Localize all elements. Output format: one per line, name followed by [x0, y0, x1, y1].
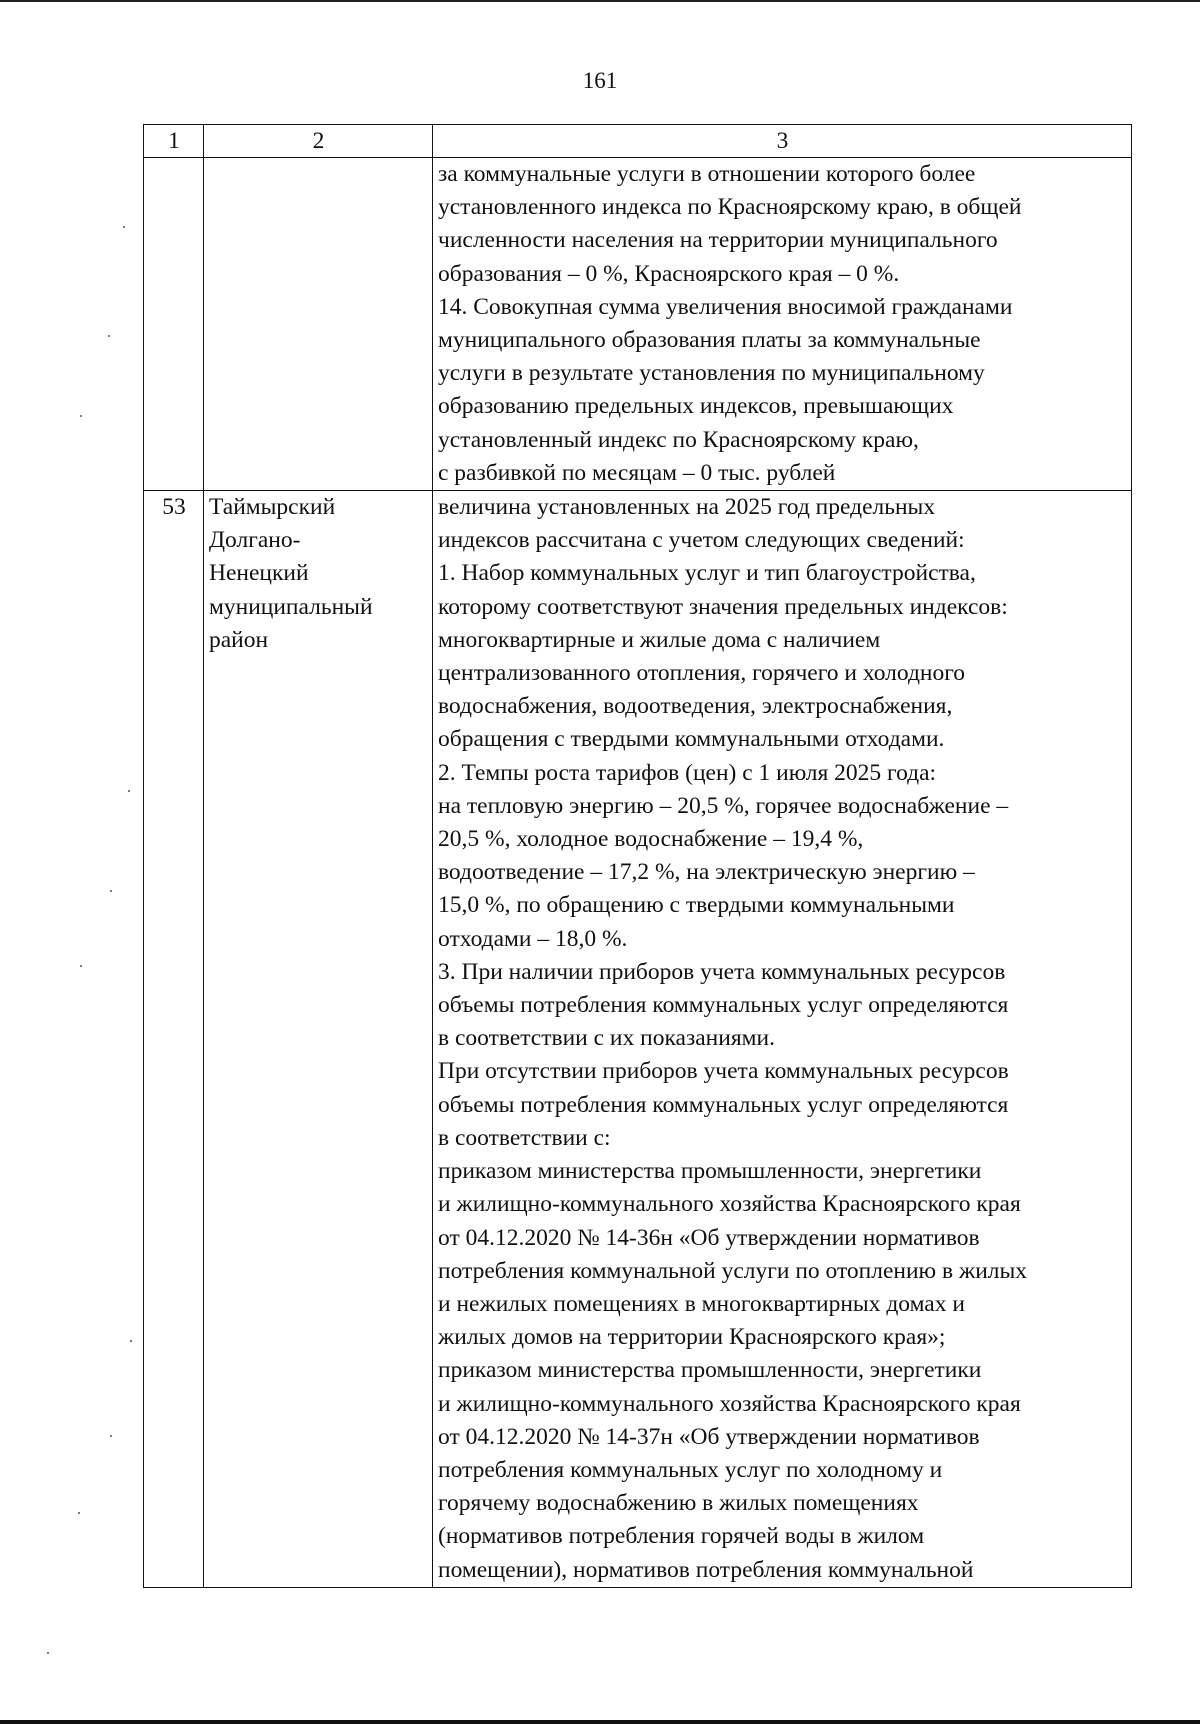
scan-speck — [123, 226, 125, 228]
text-line: образованию предельных индексов, превышающих — [438, 393, 954, 420]
text-line: и нежилых помещениях в многоквартирных домах и — [438, 1290, 965, 1317]
text-line: 14. Совокупная сумма увеличения вносимой гражданами — [438, 293, 1013, 320]
text-line: помещении), нормативов потребления коммунальной — [438, 1556, 974, 1583]
text-line: от 04.12.2020 № 14-37н «Об утверждении нормативов — [438, 1423, 980, 1450]
text-line: потребления коммунальных услуг по холодному и — [438, 1456, 943, 1483]
text-line: приказом министерства промышленности, энергетики — [438, 1158, 982, 1185]
text-line: район — [209, 626, 269, 653]
text-line: объемы потребления коммунальных услуг определяются — [438, 1091, 1009, 1118]
text-line: и жилищно-коммунального хозяйства Красноярского края — [438, 1191, 1021, 1218]
text-line: муниципального образования платы за коммунальные — [438, 327, 981, 354]
scan-speck — [110, 1435, 112, 1437]
text-line: приказом министерства промышленности, энергетики — [438, 1357, 982, 1384]
text-line: обращения с твердыми коммунальными отходами. — [438, 726, 945, 753]
document-table — [143, 124, 1132, 1588]
text-line: образования – 0 %, Красноярского края – 0 %. — [438, 260, 900, 287]
text-line: величина установленных на 2025 год предельных — [438, 494, 936, 521]
scan-top-edge — [0, 0, 1200, 2]
scan-bottom-edge — [0, 1720, 1200, 1724]
text-line: установленный индекс по Красноярскому краю, — [438, 426, 919, 453]
text-line: водоотведение – 17,2 %, на электрическую энергию – — [438, 859, 975, 886]
text-line: услуги в результате установления по муниципальному — [438, 360, 985, 387]
text-line: которому соответствуют значения предельных индексов: — [438, 593, 1008, 620]
text-line: жилых домов на территории Красноярского края»; — [438, 1324, 946, 1351]
scan-speck — [110, 890, 112, 892]
text-line: за коммунальные услуги в отношении которого более — [438, 161, 976, 187]
municipality-name — [204, 158, 433, 491]
text-line: Таймырский — [209, 494, 336, 521]
text-line: 20,5 %, холодное водоснабжение – 19,4 %, — [438, 826, 864, 853]
text-line: муниципальный — [209, 593, 373, 620]
text-line: централизованного отопления, горячего и холодного — [438, 660, 966, 687]
scan-speck — [128, 790, 130, 792]
text-line: 15,0 %, по обращению с твердыми коммунальными — [438, 892, 955, 919]
text-line: Долгано- — [209, 527, 301, 554]
page-number: 161 — [582, 68, 618, 93]
text-line: многоквартирные и жилые дома с наличием — [438, 626, 881, 653]
text-line: на тепловую энергию – 20,5 %, горячее водоснабжение – — [438, 792, 1009, 819]
text-line: установленного индекса по Красноярскому краю, в общей — [438, 194, 1022, 221]
table-row — [144, 158, 1132, 491]
text-line: в соответствии с их показаниями. — [438, 1025, 775, 1052]
header-col-3: 3 — [433, 125, 1132, 158]
text-line: При отсутствии приборов учета коммунальных ресурсов — [438, 1058, 1009, 1085]
scan-speck — [80, 415, 82, 417]
scan-speck — [78, 1512, 80, 1514]
row-description — [433, 491, 1132, 1588]
text-line: 3. При наличии приборов учета коммунальных ресурсов — [438, 958, 1006, 985]
header-col-2: 2 — [204, 125, 433, 158]
text-line: потребления коммунальной услуги по отоплению в жилых — [438, 1257, 1028, 1284]
text-line: и жилищно-коммунального хозяйства Красноярского края — [438, 1390, 1021, 1417]
text-line: численности населения на территории муниципального — [438, 227, 998, 254]
scan-speck — [108, 335, 110, 337]
text-line: Ненецкий — [209, 560, 309, 587]
header-col-1: 1 — [144, 125, 204, 158]
row-description — [433, 158, 1132, 491]
text-line: в соответствии с: — [438, 1124, 611, 1151]
text-line: водоснабжения, водоотведения, электроснабжения, — [438, 693, 953, 720]
scan-speck — [47, 1652, 49, 1654]
text-line: 2. Темпы роста тарифов (цен) с 1 июля 2025 года: — [438, 759, 937, 786]
text-line: с разбивкой по месяцам – 0 тыс. рублей — [438, 459, 836, 486]
scan-speck — [80, 965, 82, 967]
row-number: 53 — [144, 491, 204, 1588]
text-line: объемы потребления коммунальных услуг определяются — [438, 992, 1009, 1019]
text-line: горячему водоснабжению в жилых помещениях — [438, 1490, 919, 1517]
text-line: индексов рассчитана с учетом следующих сведений: — [438, 527, 965, 554]
scan-speck — [130, 1340, 132, 1342]
row-number — [144, 158, 204, 491]
text-line: 1. Набор коммунальных услуг и тип благоустройства, — [438, 560, 976, 587]
text-line: от 04.12.2020 № 14-36н «Об утверждении нормативов — [438, 1224, 980, 1251]
table-header-row — [144, 125, 1132, 158]
municipality-name — [204, 491, 433, 1588]
text-line: (нормативов потребления горячей воды в жилом — [438, 1523, 925, 1550]
table-row — [144, 491, 1132, 1588]
text-line: отходами – 18,0 %. — [438, 925, 628, 952]
